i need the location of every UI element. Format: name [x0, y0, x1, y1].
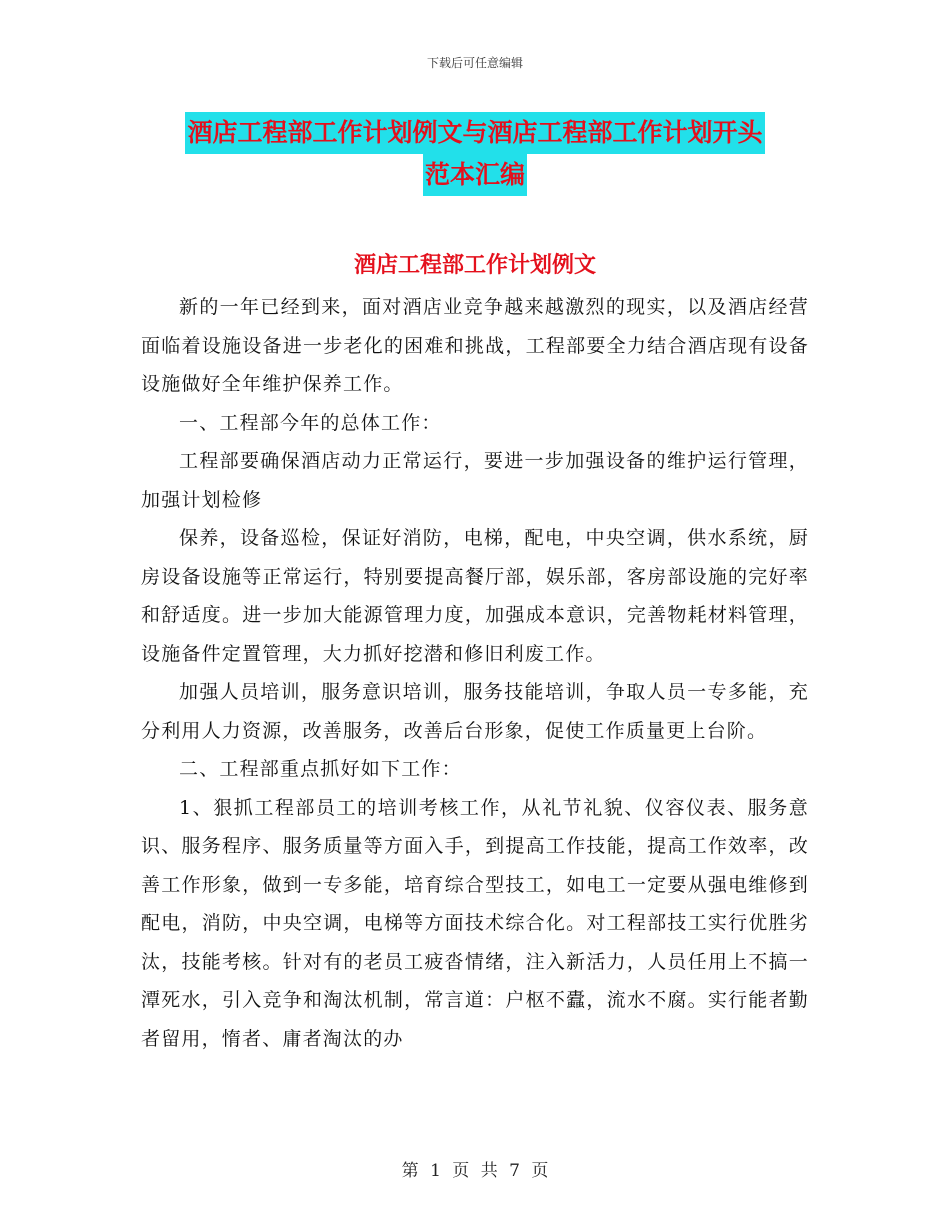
paragraph-maintenance: 保养，设备巡检，保证好消防，电梯，配电，中央空调，供水系统，厨房设备设施等正常运行，特别要提高餐厅部，娱乐部，客房部设施的完好率和舒适度。进一步加大能源管理力度，加强成本意识，完善物耗材料管理，设施备件定置管理，大力抓好挖潜和修旧利废工作。 [141, 527, 809, 665]
paragraph-ensure-operation: 工程部要确保酒店动力正常运行，要进一步加强设备的维护运行管理，加强计划检修 [141, 450, 809, 511]
document-title-line-2: 范本汇编 [423, 154, 527, 196]
header-note: 下载后可任意编辑 [426, 56, 523, 70]
page-footer: 第 1 页 共 7 页 [401, 1161, 549, 1181]
document-title [130, 112, 820, 196]
document-title-line-1: 酒店工程部工作计划例文与酒店工程部工作计划开头 [185, 112, 764, 154]
document-body [141, 288, 809, 1058]
paragraph-training: 加强人员培训，服务意识培训，服务技能培训，争取人员一专多能，充分利用人力资源，改善服务，改善后台形象，促使工作质量更上台阶。 [141, 681, 809, 742]
paragraph-intro: 新的一年已经到来，面对酒店业竞争越来越激烈的现实，以及酒店经营面临着设施设备进一步老化的困难和挑战，工程部要全力结合酒店现有设备设施做好全年维护保养工作。 [141, 296, 809, 395]
section-title: 酒店工程部工作计划例文 [353, 252, 596, 278]
heading-key-work: 二、工程部重点抓好如下工作： [179, 758, 462, 780]
heading-overall-work: 一、工程部今年的总体工作： [179, 411, 442, 434]
paragraph-item-1: 1、狠抓工程部员工的培训考核工作，从礼节礼貌、仪容仪表、服务意识、服务程序、服务质量等方面入手，到提高工作技能，提高工作效率，改善工作形象，做到一专多能，培育综合型技工，如电工一定要从强电维修到配电，消防，中央空调，电梯等方面技术综合化。对工程部技工实行优胜劣汰，技能考核。针对有的老员工疲沓情绪，注入新活力，人员任用上不搞一潭死水，引入竞争和淘汰机制，常言道：户枢不蠹，流水不腐。实行能者勤者留用，惰者、庸者淘汰的办 [141, 796, 809, 1050]
